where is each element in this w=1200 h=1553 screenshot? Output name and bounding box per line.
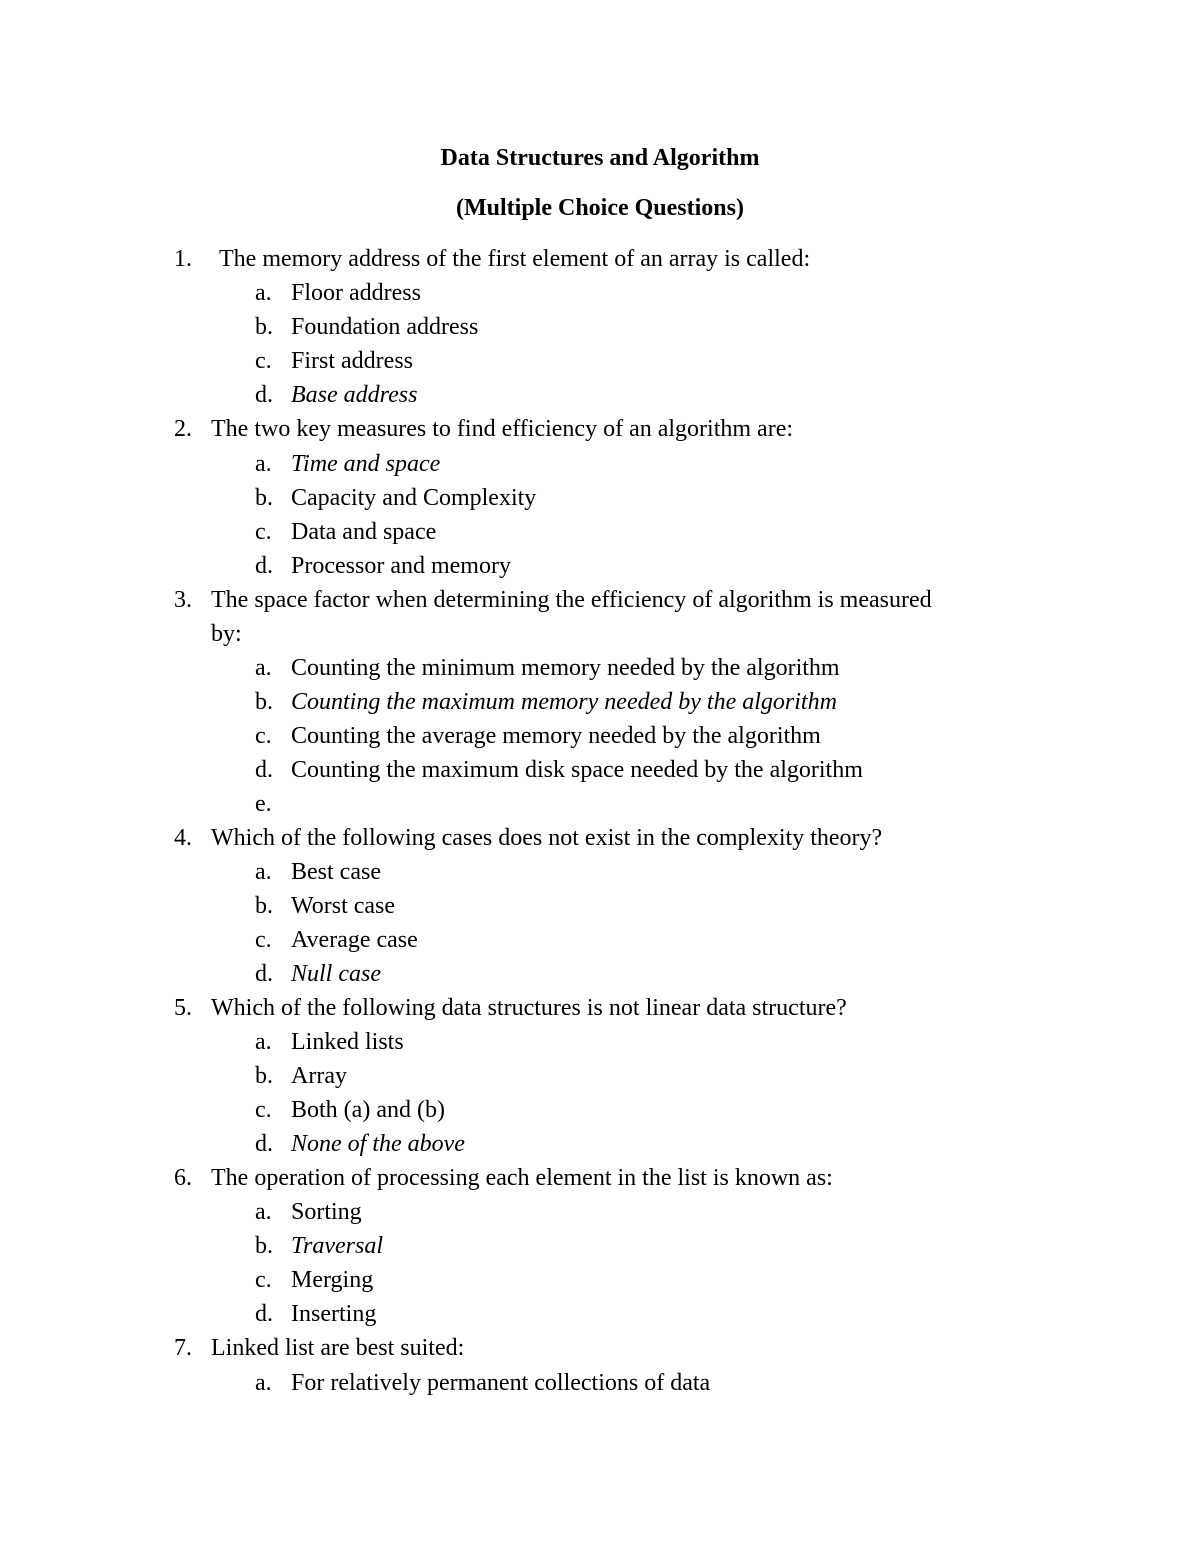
option-text-answer: None of the above xyxy=(291,1131,465,1157)
question-text: Linked list are best suited: xyxy=(211,1335,465,1361)
option-letter: c. xyxy=(255,1097,272,1123)
option-text-answer: Time and space xyxy=(291,451,441,477)
option-letter: d. xyxy=(255,1131,273,1157)
question-number: 1. xyxy=(174,246,192,272)
option-text: Counting the average memory needed by the algorithm xyxy=(291,723,821,749)
option-letter: a. xyxy=(255,1199,272,1225)
option-letter: a. xyxy=(255,280,272,306)
option-text: Inserting xyxy=(291,1301,377,1327)
question-text: The two key measures to find efficiency of an algorithm are: xyxy=(211,416,794,442)
option-text: Both (a) and (b) xyxy=(291,1097,445,1123)
option-letter: e. xyxy=(255,791,272,817)
question-number: 3. xyxy=(174,587,192,613)
option-text: Merging xyxy=(291,1267,374,1293)
option-letter: a. xyxy=(255,1029,272,1055)
option-text: Array xyxy=(291,1063,347,1089)
question-number: 7. xyxy=(174,1335,192,1361)
option-text: Capacity and Complexity xyxy=(291,485,537,511)
option-text-answer: Counting the maximum memory needed by the algorithm xyxy=(291,689,837,715)
option-letter: a. xyxy=(255,451,272,477)
option-letter: b. xyxy=(255,1063,273,1089)
option-text: Foundation address xyxy=(291,314,479,340)
option-text: Sorting xyxy=(291,1199,362,1225)
question-text-continuation: by: xyxy=(211,621,242,647)
question-text: Which of the following data structures is not linear data structure? xyxy=(211,995,847,1021)
question-text: The operation of processing each element in the list is known as: xyxy=(211,1165,833,1191)
option-letter: b. xyxy=(255,1233,273,1259)
option-letter: a. xyxy=(255,1370,272,1396)
option-text: Processor and memory xyxy=(291,553,511,579)
option-letter: a. xyxy=(255,655,272,681)
option-letter: c. xyxy=(255,519,272,545)
option-letter: b. xyxy=(255,485,273,511)
question-number: 6. xyxy=(174,1165,192,1191)
option-letter: b. xyxy=(255,689,273,715)
question-text: The memory address of the first element of an array is called: xyxy=(219,246,811,272)
option-text-answer: Null case xyxy=(291,961,381,987)
option-text: Data and space xyxy=(291,519,437,545)
question-text: The space factor when determining the efficiency of algorithm is measured xyxy=(211,587,932,613)
option-letter: b. xyxy=(255,893,273,919)
option-text: Floor address xyxy=(291,280,421,306)
option-text: Linked lists xyxy=(291,1029,404,1055)
option-text: Worst case xyxy=(291,893,396,919)
question-number: 5. xyxy=(174,995,192,1021)
document-title: Data Structures and Algorithm xyxy=(440,145,760,171)
option-letter: c. xyxy=(255,927,272,953)
option-text: First address xyxy=(291,348,413,374)
option-text: Average case xyxy=(291,927,418,953)
question-text: Which of the following cases does not exist in the complexity theory? xyxy=(211,825,883,851)
option-letter: d. xyxy=(255,382,273,408)
option-letter: d. xyxy=(255,553,273,579)
option-letter: c. xyxy=(255,348,272,374)
option-letter: a. xyxy=(255,859,272,885)
option-letter: d. xyxy=(255,961,273,987)
option-text: Counting the maximum disk space needed by the algorithm xyxy=(291,757,863,783)
question-number: 4. xyxy=(174,825,192,851)
option-text-answer: Traversal xyxy=(291,1233,384,1259)
option-letter: b. xyxy=(255,314,273,340)
document-subtitle: (Multiple Choice Questions) xyxy=(456,195,744,221)
question-number: 2. xyxy=(174,416,192,442)
option-letter: d. xyxy=(255,757,273,783)
option-text: For relatively permanent collections of data xyxy=(291,1370,711,1396)
option-letter: c. xyxy=(255,723,272,749)
option-letter: d. xyxy=(255,1301,273,1327)
option-text: Counting the minimum memory needed by the algorithm xyxy=(291,655,840,681)
option-text: Best case xyxy=(291,859,381,885)
option-letter: c. xyxy=(255,1267,272,1293)
option-text-answer: Base address xyxy=(291,382,418,408)
